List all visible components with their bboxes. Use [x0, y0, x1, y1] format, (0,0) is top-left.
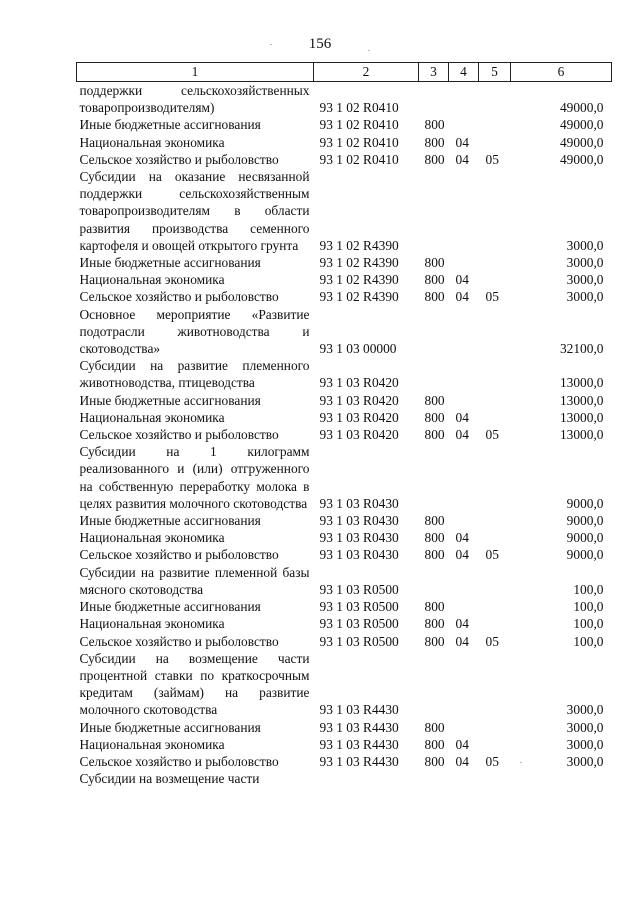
table-row [77, 426, 612, 443]
target-code: 93 1 03 R0420 [319, 375, 399, 391]
subsection-code [479, 392, 511, 409]
subsection-code: 05 [485, 547, 499, 563]
item-name: Сельское хозяйство и рыболовство [79, 427, 279, 443]
item-name: Национальная экономика [79, 272, 225, 288]
table-row [77, 116, 612, 133]
expense-type-code: 800 [424, 599, 445, 615]
section-code: 04 [455, 151, 469, 167]
budget-table [76, 62, 612, 787]
item-name: Сельское хозяйство и рыболовство [79, 547, 279, 563]
item-name: Иные бюджетные ассигнования [79, 719, 261, 735]
amount: 3000,0 [566, 736, 604, 752]
section-code [449, 512, 479, 529]
target-code: 93 1 02 R0410 [319, 134, 399, 150]
expense-type-code [419, 82, 449, 117]
target-code: 93 1 03 R0430 [319, 513, 399, 529]
section-code [449, 564, 479, 598]
target-code: 93 1 03 R0430 [319, 547, 399, 563]
table-row [77, 598, 612, 615]
amount: 3000,0 [566, 289, 604, 305]
target-code: 93 1 03 00000 [319, 341, 397, 357]
target-code: 93 1 03 R0500 [319, 616, 399, 632]
amount: 49000,0 [559, 117, 604, 133]
scan-speck [270, 44, 272, 45]
section-code [449, 168, 479, 254]
table-row [77, 546, 612, 563]
target-code: 93 1 03 R0430 [319, 530, 399, 546]
table-row [77, 288, 612, 305]
expense-type-code: 800 [424, 736, 445, 752]
subsection-code: 05 [485, 151, 499, 167]
target-code [314, 770, 419, 787]
item-name: Национальная экономика [79, 736, 225, 752]
section-code: 04 [455, 736, 469, 752]
column-header: 3 [419, 63, 449, 82]
amount: 3000,0 [566, 702, 604, 718]
subsection-code: 05 [485, 753, 499, 769]
target-code: 93 1 02 R4390 [319, 237, 399, 253]
table-row [77, 82, 612, 117]
table-row [77, 529, 612, 546]
column-header: 5 [479, 63, 511, 82]
expense-type-code [419, 357, 449, 391]
expense-type-code: 800 [424, 392, 445, 408]
expense-type-code: 800 [424, 616, 445, 632]
section-code [449, 254, 479, 271]
section-code: 04 [455, 289, 469, 305]
section-code [449, 392, 479, 409]
target-code: 93 1 02 R4390 [319, 272, 399, 288]
item-name: Национальная экономика [79, 409, 225, 425]
target-code: 93 1 02 R0410 [319, 151, 399, 167]
item-name: поддержки сельскохозяйственных товаропроизводителям) [79, 83, 310, 116]
expense-type-code [419, 168, 449, 254]
table-row [77, 357, 612, 391]
amount [511, 770, 612, 787]
table-row [77, 512, 612, 529]
target-code: 93 1 03 R4430 [319, 753, 399, 769]
section-code [449, 306, 479, 358]
expense-type-code [419, 650, 449, 719]
expense-type-code: 800 [424, 255, 445, 271]
table-row [77, 564, 612, 598]
target-code: 93 1 03 R4430 [319, 719, 399, 735]
scan-speck [368, 50, 370, 51]
target-code: 93 1 03 R0420 [319, 409, 399, 425]
table-row [77, 650, 612, 719]
subsection-code [479, 736, 511, 753]
expense-type-code: 800 [424, 719, 445, 735]
expense-type-code: 800 [424, 117, 445, 133]
scan-speck [520, 762, 522, 763]
item-name: Субсидии на возмещение части [79, 771, 260, 787]
section-code [449, 719, 479, 736]
amount: 3000,0 [566, 237, 604, 253]
subsection-code [479, 271, 511, 288]
item-name: Сельское хозяйство и рыболовство [79, 289, 279, 305]
item-name: Национальная экономика [79, 134, 225, 150]
amount: 3000,0 [566, 753, 604, 769]
target-code: 93 1 03 R0420 [319, 392, 399, 408]
table-row [77, 443, 612, 512]
expense-type-code [419, 306, 449, 358]
section-code: 04 [455, 427, 469, 443]
subsection-code [479, 770, 511, 787]
amount: 9000,0 [566, 530, 604, 546]
amount: 9000,0 [566, 495, 604, 511]
subsection-code [479, 719, 511, 736]
section-code: 04 [455, 409, 469, 425]
page-number: 156 [308, 36, 332, 52]
expense-type-code: 800 [424, 151, 445, 167]
column-header: 6 [511, 63, 612, 82]
subsection-code [479, 409, 511, 426]
section-code: 04 [455, 616, 469, 632]
item-name: Иные бюджетные ассигнования [79, 599, 261, 615]
section-code [449, 770, 479, 787]
subsection-code [479, 443, 511, 512]
amount: 3000,0 [566, 272, 604, 288]
amount: 100,0 [573, 599, 604, 615]
subsection-code [479, 306, 511, 358]
target-code: 93 1 03 R0500 [319, 633, 399, 649]
item-name: Сельское хозяйство и рыболовство [79, 633, 279, 649]
target-code: 93 1 03 R4430 [319, 736, 399, 752]
expense-type-code: 800 [424, 427, 445, 443]
table-row [77, 271, 612, 288]
section-code: 04 [455, 272, 469, 288]
target-code: 93 1 02 R0410 [319, 117, 399, 133]
amount: 13000,0 [559, 427, 604, 443]
item-name: Национальная экономика [79, 530, 225, 546]
table-row [77, 409, 612, 426]
subsection-code: 05 [485, 633, 499, 649]
table-row [77, 134, 612, 151]
subsection-code [479, 650, 511, 719]
target-code: 93 1 02 R4390 [319, 255, 399, 271]
item-name: Сельское хозяйство и рыболовство [79, 753, 279, 769]
subsection-code: 05 [485, 427, 499, 443]
subsection-code [479, 116, 511, 133]
subsection-code: 05 [485, 289, 499, 305]
expense-type-code: 800 [424, 547, 445, 563]
column-header: 1 [77, 63, 314, 82]
item-name: Сельское хозяйство и рыболовство [79, 151, 279, 167]
subsection-code [479, 254, 511, 271]
section-code: 04 [455, 753, 469, 769]
column-header: 2 [314, 63, 419, 82]
subsection-code [479, 134, 511, 151]
section-code: 04 [455, 633, 469, 649]
expense-type-code: 800 [424, 530, 445, 546]
column-header: 4 [449, 63, 479, 82]
table-row [77, 306, 612, 358]
table-row [77, 736, 612, 753]
amount: 9000,0 [566, 513, 604, 529]
table-row [77, 168, 612, 254]
section-code: 04 [455, 547, 469, 563]
amount: 49000,0 [559, 151, 604, 167]
table-row [77, 719, 612, 736]
section-code: 04 [455, 530, 469, 546]
subsection-code [479, 512, 511, 529]
subsection-code [479, 598, 511, 615]
item-name: Субсидии на развитие племенного животноводства, птицеводства [79, 358, 310, 391]
header-row [77, 63, 612, 82]
section-code [449, 443, 479, 512]
item-name: Иные бюджетные ассигнования [79, 392, 261, 408]
subsection-code [479, 82, 511, 117]
section-code: 04 [455, 134, 469, 150]
target-code: 93 1 03 R0500 [319, 581, 399, 597]
expense-type-code [419, 564, 449, 598]
item-name: Основное мероприятие «Развитие подотрасли животноводства и скотоводства» [79, 306, 310, 357]
amount: 100,0 [573, 633, 604, 649]
amount: 13000,0 [559, 392, 604, 408]
amount: 9000,0 [566, 547, 604, 563]
table-row [77, 753, 612, 770]
target-code: 93 1 03 R0420 [319, 427, 399, 443]
expense-type-code [419, 443, 449, 512]
target-code: 93 1 03 R4430 [319, 702, 399, 718]
amount: 13000,0 [559, 409, 604, 425]
amount: 32100,0 [559, 341, 604, 357]
expense-type-code [419, 770, 449, 787]
expense-type-code: 800 [424, 753, 445, 769]
expense-type-code: 800 [424, 272, 445, 288]
amount: 13000,0 [559, 375, 604, 391]
table-row [77, 615, 612, 632]
item-name: Субсидии на развитие племенной базы мясного скотоводства [79, 564, 310, 597]
item-name: Иные бюджетные ассигнования [79, 255, 261, 271]
item-name: Субсидии на оказание несвязанной поддержки сельскохозяйственным товаропроизводителям в области развития производства семенного картофеля и овощей открытого грунта [79, 169, 310, 253]
amount: 49000,0 [559, 134, 604, 150]
target-code: 93 1 03 R0500 [319, 599, 399, 615]
amount: 100,0 [573, 616, 604, 632]
table-row [77, 633, 612, 650]
subsection-code [479, 529, 511, 546]
expense-type-code: 800 [424, 134, 445, 150]
amount: 3000,0 [566, 719, 604, 735]
amount: 100,0 [573, 581, 604, 597]
item-name: Национальная экономика [79, 616, 225, 632]
subsection-code [479, 564, 511, 598]
expense-type-code: 800 [424, 409, 445, 425]
subsection-code [479, 357, 511, 391]
section-code [449, 650, 479, 719]
item-name: Иные бюджетные ассигнования [79, 117, 261, 133]
target-code: 93 1 03 R0430 [319, 495, 399, 511]
amount: 3000,0 [566, 255, 604, 271]
item-name: Субсидии на возмещение части процентной ставки по краткосрочным кредитам (займам) на развитие молочного скотоводства [79, 650, 310, 718]
section-code [449, 598, 479, 615]
section-code [449, 357, 479, 391]
item-name: Иные бюджетные ассигнования [79, 513, 261, 529]
expense-type-code: 800 [424, 513, 445, 529]
subsection-code [479, 615, 511, 632]
expense-type-code: 800 [424, 289, 445, 305]
section-code [449, 116, 479, 133]
target-code: 93 1 02 R0410 [319, 100, 399, 116]
subsection-code [479, 168, 511, 254]
table-row [77, 151, 612, 168]
target-code: 93 1 02 R4390 [319, 289, 399, 305]
table-row [77, 392, 612, 409]
table-row [77, 254, 612, 271]
item-name: Субсидии на 1 килограмм реализованного и (или) отгруженного на собственную переработку молока в целях развития молочного скотоводства [79, 444, 310, 511]
section-code [449, 82, 479, 117]
amount: 49000,0 [559, 100, 604, 116]
table-row [77, 770, 612, 787]
expense-type-code: 800 [424, 633, 445, 649]
